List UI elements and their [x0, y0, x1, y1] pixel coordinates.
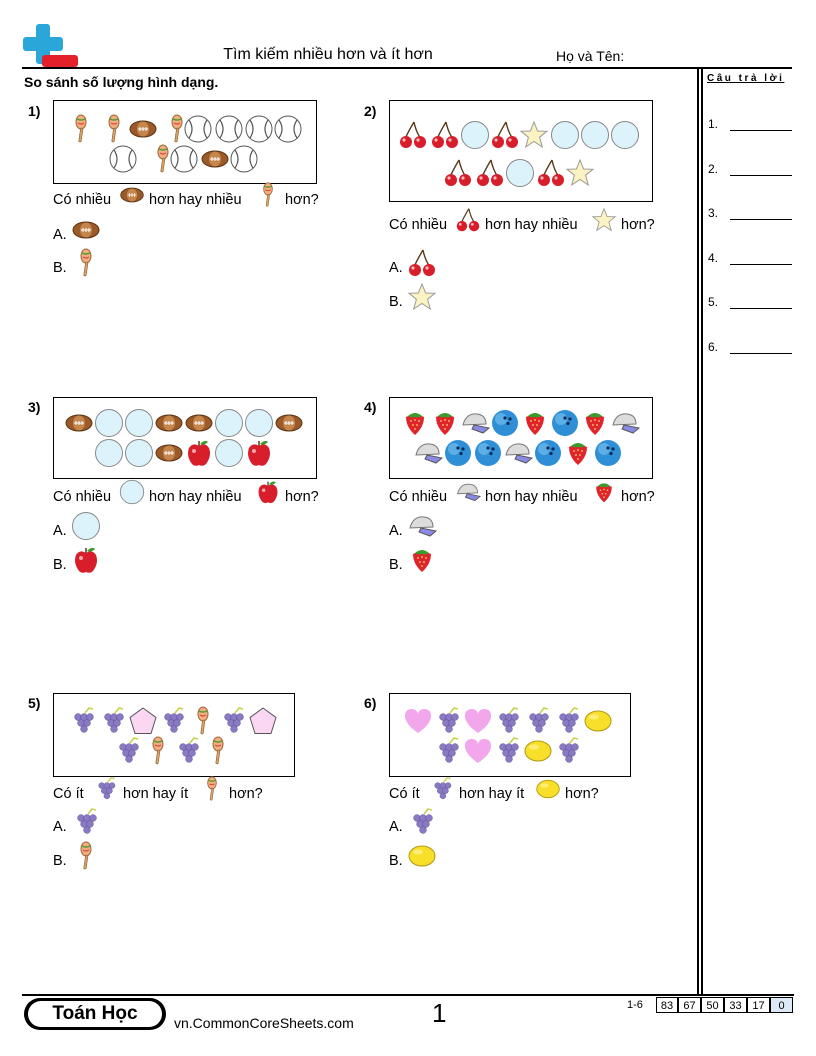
strawberry-icon	[407, 545, 437, 575]
lemon-icon	[535, 776, 561, 802]
football-icon	[200, 144, 230, 174]
heart-icon	[463, 736, 493, 766]
apple-icon	[255, 479, 281, 505]
cap-icon	[460, 408, 490, 438]
cap-icon	[503, 438, 533, 468]
answer-row	[708, 117, 794, 133]
name-label: Họ và Tên:	[556, 48, 625, 64]
cherry-icon	[490, 120, 520, 150]
cherry-icon	[430, 120, 460, 150]
strawberry-icon	[520, 408, 550, 438]
maraca-icon	[143, 736, 173, 766]
grapes-icon	[407, 807, 437, 837]
answer-row	[708, 251, 794, 267]
circle-icon	[214, 408, 244, 438]
cap-icon	[413, 438, 443, 468]
circle-icon	[94, 408, 124, 438]
question-lead-text: Có nhiều	[53, 192, 112, 208]
grapes-icon	[523, 706, 553, 736]
maraca-icon	[66, 114, 96, 144]
grapes-icon	[93, 776, 119, 802]
cap-icon	[407, 511, 437, 541]
question-middle-text: hơn hay nhiều	[485, 217, 578, 233]
grapes-icon	[493, 736, 523, 766]
score-cell: 50	[701, 997, 724, 1013]
page-number: 1	[432, 998, 447, 1028]
apple-icon	[71, 545, 101, 575]
strawberry-icon	[430, 408, 460, 438]
star-icon	[591, 207, 617, 233]
bowling-icon	[473, 438, 503, 468]
pentagon-icon	[128, 706, 158, 736]
lemon-icon	[583, 706, 613, 736]
score-cell: 0	[770, 997, 793, 1013]
strawberry-icon	[563, 438, 593, 468]
football-icon	[154, 438, 184, 468]
bowling-icon	[490, 408, 520, 438]
circle-icon	[119, 479, 145, 505]
heart-icon	[403, 706, 433, 736]
score-cell: 33	[724, 997, 747, 1013]
answer-blank-line[interactable]	[730, 219, 792, 220]
answer-row	[708, 162, 794, 178]
answer-blank-line[interactable]	[730, 130, 792, 131]
apple-icon	[244, 438, 274, 468]
question-lead-text: Có ít	[53, 786, 84, 802]
score-cell: 17	[747, 997, 770, 1013]
score-cell: 67	[678, 997, 701, 1013]
grapes-icon	[68, 706, 98, 736]
lemon-icon	[523, 736, 553, 766]
answer-number: 2.	[708, 161, 719, 176]
answer-number: 1.	[708, 117, 719, 131]
answer-row	[708, 206, 794, 222]
problem-number: 1)	[28, 103, 41, 119]
grapes-icon	[158, 706, 188, 736]
cherry-icon	[475, 158, 505, 188]
problem-number: 3)	[28, 399, 41, 415]
strawberry-icon	[580, 408, 610, 438]
question-lead-text: Có nhiều	[389, 489, 448, 505]
grapes-icon	[433, 706, 463, 736]
question-end-text: hơn?	[285, 489, 319, 505]
baseball-icon	[183, 114, 213, 144]
grapes-icon	[553, 706, 583, 736]
answer-blank-line[interactable]	[730, 264, 792, 265]
apple-icon	[184, 438, 214, 468]
answer-panel-border-right	[701, 68, 703, 994]
instructions: So sánh số lượng hình dạng.	[24, 74, 219, 90]
option-a-label[interactable]: A.	[53, 819, 67, 835]
baseball-icon	[244, 114, 274, 144]
football-icon	[274, 408, 304, 438]
cap-icon	[455, 479, 481, 505]
baseball-icon	[229, 144, 259, 174]
grapes-icon	[113, 736, 143, 766]
footer-brand-label: Toán Học	[28, 1001, 162, 1027]
problem-number: 6)	[364, 695, 377, 711]
score-cell: 83	[656, 997, 678, 1013]
cherry-icon	[443, 158, 473, 188]
bowling-icon	[550, 408, 580, 438]
question-end-text: hơn?	[285, 192, 319, 208]
maraca-icon	[99, 114, 129, 144]
maraca-icon	[71, 248, 101, 278]
question-lead-text: Có ít	[389, 786, 420, 802]
bowling-icon	[593, 438, 623, 468]
answer-blank-line[interactable]	[730, 175, 792, 176]
cherry-icon	[407, 248, 437, 278]
answer-blank-line[interactable]	[730, 308, 792, 309]
baseball-icon	[108, 144, 138, 174]
option-b-label[interactable]: B.	[389, 294, 403, 310]
grapes-icon	[429, 776, 455, 802]
option-a-label[interactable]: A.	[53, 523, 67, 539]
grapes-icon	[173, 736, 203, 766]
grapes-icon	[553, 736, 583, 766]
baseball-icon	[214, 114, 244, 144]
maraca-icon	[71, 841, 101, 871]
circle-icon	[124, 408, 154, 438]
question-end-text: hơn?	[621, 217, 655, 233]
cherry-icon	[398, 120, 428, 150]
question-lead-text: Có nhiều	[389, 217, 448, 233]
option-a-label[interactable]: A.	[389, 260, 403, 276]
footer-url[interactable]: vn.CommonCoreSheets.com	[174, 1015, 354, 1031]
option-a-label[interactable]: A.	[389, 819, 403, 835]
question-end-text: hơn?	[621, 489, 655, 505]
baseball-icon	[273, 114, 303, 144]
grapes-icon	[218, 706, 248, 736]
football-icon	[154, 408, 184, 438]
star-icon	[565, 158, 595, 188]
lemon-icon	[407, 841, 437, 871]
question-end-text: hơn?	[565, 786, 599, 802]
answer-row	[708, 340, 794, 356]
answer-row	[708, 295, 794, 311]
answer-number: 3.	[708, 206, 719, 220]
strawberry-icon	[400, 408, 430, 438]
maraca-icon	[188, 706, 218, 736]
score-range: 1-6	[627, 999, 643, 1011]
circle-icon	[244, 408, 274, 438]
answer-panel-title: Câu trả lời	[707, 73, 785, 84]
worksheet-title: Tìm kiếm nhiều hơn và ít hơn	[223, 46, 433, 63]
bowling-icon	[443, 438, 473, 468]
header-divider	[22, 67, 792, 69]
answer-number: 4.	[708, 250, 719, 265]
grapes-icon	[71, 807, 101, 837]
cherry-icon	[455, 207, 481, 233]
maraca-icon	[199, 776, 225, 802]
star-icon	[407, 282, 437, 312]
circle-icon	[71, 511, 101, 541]
question-middle-text: hơn hay ít	[123, 786, 189, 802]
answer-blank-line[interactable]	[730, 353, 792, 354]
cap-icon	[610, 408, 640, 438]
circle-icon	[460, 120, 490, 150]
football-icon	[119, 182, 145, 208]
football-icon	[128, 114, 158, 144]
heart-icon	[463, 706, 493, 736]
option-b-label[interactable]: B.	[53, 853, 67, 869]
footer-divider	[22, 994, 794, 996]
grapes-icon	[433, 736, 463, 766]
question-middle-text: hơn hay nhiều	[149, 489, 242, 505]
option-b-label[interactable]: B.	[389, 853, 403, 869]
circle-icon	[94, 438, 124, 468]
strawberry-icon	[591, 479, 617, 505]
grapes-icon	[493, 706, 523, 736]
grapes-icon	[98, 706, 128, 736]
problem-number: 4)	[364, 399, 377, 415]
answer-number: 6.	[708, 339, 719, 354]
football-icon	[184, 408, 214, 438]
question-middle-text: hơn hay ít	[459, 786, 525, 802]
problem-number: 5)	[28, 695, 41, 711]
maraca-icon	[255, 182, 281, 208]
circle-icon	[550, 120, 580, 150]
option-b-label[interactable]: B.	[53, 260, 67, 276]
circle-icon	[580, 120, 610, 150]
answer-number: 5.	[708, 295, 719, 309]
option-b-label[interactable]: B.	[53, 557, 67, 573]
pentagon-icon	[248, 706, 278, 736]
football-icon	[71, 215, 101, 245]
circle-icon	[214, 438, 244, 468]
circle-icon	[124, 438, 154, 468]
star-icon	[519, 120, 549, 150]
question-middle-text: hơn hay nhiều	[149, 192, 242, 208]
question-end-text: hơn?	[229, 786, 263, 802]
question-lead-text: Có nhiều	[53, 489, 112, 505]
cherry-icon	[536, 158, 566, 188]
option-b-label[interactable]: B.	[389, 557, 403, 573]
circle-icon	[505, 158, 535, 188]
football-icon	[64, 408, 94, 438]
baseball-icon	[169, 144, 199, 174]
plus-minus-logo-icon	[22, 22, 80, 72]
option-a-label[interactable]: A.	[389, 523, 403, 539]
answer-panel-border-left	[697, 68, 699, 994]
maraca-icon	[203, 736, 233, 766]
option-a-label[interactable]: A.	[53, 227, 67, 243]
footer-brand-badge	[24, 998, 166, 1030]
bowling-icon	[533, 438, 563, 468]
problem-number: 2)	[364, 103, 377, 119]
circle-icon	[610, 120, 640, 150]
question-middle-text: hơn hay nhiều	[485, 489, 578, 505]
